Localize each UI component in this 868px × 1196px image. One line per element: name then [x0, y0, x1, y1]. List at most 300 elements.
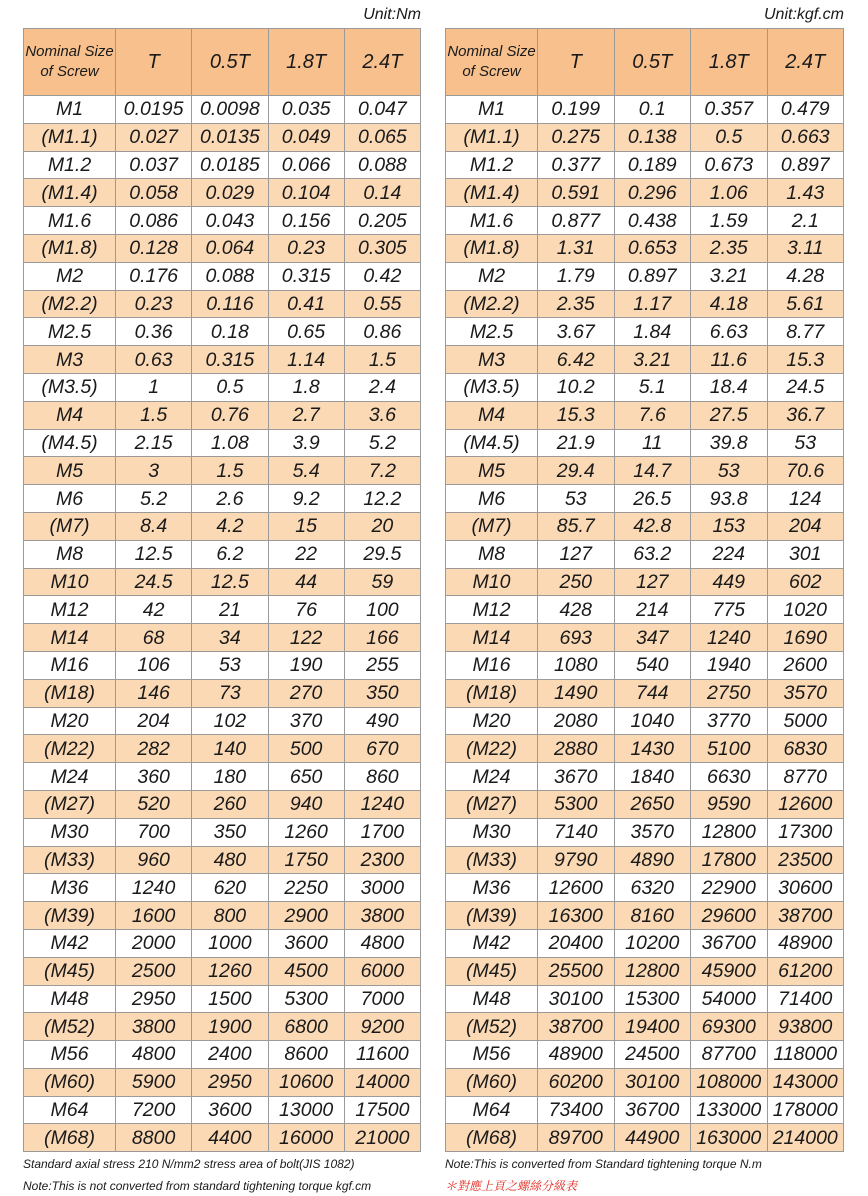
cell-t: 21.9 [538, 429, 615, 457]
cell-1.8t: 122 [268, 624, 344, 652]
cell-2.4t: 0.305 [344, 234, 420, 262]
table-row [446, 679, 844, 707]
cell-2.4t: 7000 [344, 985, 420, 1013]
cell-2.4t: 0.663 [767, 123, 844, 151]
cell-t: 60200 [538, 1068, 615, 1096]
table-row [446, 373, 844, 401]
cell-2.4t: 0.205 [344, 207, 420, 235]
cell-t: 6.42 [538, 346, 615, 374]
cell-t: 2500 [116, 957, 192, 985]
cell-0.5t: 1500 [192, 985, 268, 1013]
cell-0.5t: 102 [192, 707, 268, 735]
cell-1.8t: 45900 [691, 957, 768, 985]
cell-2.4t: 670 [344, 735, 420, 763]
cell-0.5t: 1840 [614, 763, 691, 791]
cell-1.8t: 133000 [691, 1096, 768, 1124]
cell-size: M16 [24, 651, 116, 679]
cell-0.5t: 4.2 [192, 512, 268, 540]
cell-size: (M2.2) [24, 290, 116, 318]
cell-1.8t: 940 [268, 790, 344, 818]
cell-0.5t: 800 [192, 902, 268, 930]
table-row [24, 596, 421, 624]
cell-1.8t: 18.4 [691, 373, 768, 401]
cell-1.8t: 9590 [691, 790, 768, 818]
cell-size: (M1.8) [446, 234, 538, 262]
cell-size: M64 [24, 1096, 116, 1124]
cell-size: (M68) [446, 1124, 538, 1152]
cell-0.5t: 1.17 [614, 290, 691, 318]
cell-1.8t: 17800 [691, 846, 768, 874]
cell-1.8t: 0.41 [268, 290, 344, 318]
cell-size: (M2.2) [446, 290, 538, 318]
cell-0.5t: 744 [614, 679, 691, 707]
cell-size: (M18) [446, 679, 538, 707]
cell-2.4t: 166 [344, 624, 420, 652]
table-row [446, 651, 844, 679]
cell-0.5t: 1000 [192, 929, 268, 957]
cell-t: 3 [116, 457, 192, 485]
cell-2.4t: 7.2 [344, 457, 420, 485]
cell-0.5t: 10200 [614, 929, 691, 957]
cell-1.8t: 2.35 [691, 234, 768, 262]
cell-size: M12 [24, 596, 116, 624]
cell-size: (M45) [446, 957, 538, 985]
table-row [24, 679, 421, 707]
cell-t: 0.128 [116, 234, 192, 262]
table-row [446, 902, 844, 930]
cell-1.8t: 2250 [268, 874, 344, 902]
table-row [446, 123, 844, 151]
cell-2.4t: 350 [344, 679, 420, 707]
cell-size: (M22) [24, 735, 116, 763]
cell-2.4t: 12.2 [344, 485, 420, 513]
cell-1.8t: 0.035 [268, 96, 344, 124]
cell-size: M2.5 [24, 318, 116, 346]
cell-t: 1 [116, 373, 192, 401]
cell-2.4t: 1.5 [344, 346, 420, 374]
table-row [446, 429, 844, 457]
cell-0.5t: 34 [192, 624, 268, 652]
cell-t: 0.199 [538, 96, 615, 124]
cell-t: 0.086 [116, 207, 192, 235]
cell-0.5t: 0.1 [614, 96, 691, 124]
table-row [446, 1041, 844, 1069]
cell-t: 7200 [116, 1096, 192, 1124]
cell-1.8t: 5.4 [268, 457, 344, 485]
cell-size: M14 [446, 624, 538, 652]
cell-0.5t: 6320 [614, 874, 691, 902]
cell-size: (M39) [446, 902, 538, 930]
cell-0.5t: 1040 [614, 707, 691, 735]
cell-size: M56 [24, 1041, 116, 1069]
cell-size: (M1.4) [446, 179, 538, 207]
cell-t: 9790 [538, 846, 615, 874]
cell-1.8t: 500 [268, 735, 344, 763]
cell-t: 16300 [538, 902, 615, 930]
cell-size: (M1.4) [24, 179, 116, 207]
table-row [24, 874, 421, 902]
cell-2.4t: 118000 [767, 1041, 844, 1069]
table-row [24, 624, 421, 652]
cell-2.4t: 29.5 [344, 540, 420, 568]
cell-0.5t: 347 [614, 624, 691, 652]
table-row [446, 568, 844, 596]
cell-t: 85.7 [538, 512, 615, 540]
column-header-2.4t: 2.4T [767, 29, 844, 96]
cell-1.8t: 29600 [691, 902, 768, 930]
table-row [24, 179, 421, 207]
footnote-stress: Standard axial stress 210 N/mm2 stress area of bolt(JIS 1082) [23, 1157, 355, 1172]
table-row [446, 485, 844, 513]
cell-0.5t: 0.438 [614, 207, 691, 235]
cell-size: (M33) [24, 846, 116, 874]
cell-t: 30100 [538, 985, 615, 1013]
cell-1.8t: 1260 [268, 818, 344, 846]
cell-0.5t: 127 [614, 568, 691, 596]
cell-0.5t: 26.5 [614, 485, 691, 513]
table-row [24, 818, 421, 846]
cell-0.5t: 0.116 [192, 290, 268, 318]
table-row [24, 485, 421, 513]
cell-size: (M4.5) [24, 429, 116, 457]
cell-1.8t: 3.21 [691, 262, 768, 290]
cell-t: 4800 [116, 1041, 192, 1069]
cell-0.5t: 7.6 [614, 401, 691, 429]
table-row [24, 985, 421, 1013]
cell-0.5t: 0.0185 [192, 151, 268, 179]
cell-1.8t: 163000 [691, 1124, 768, 1152]
table-row [24, 290, 421, 318]
cell-0.5t: 1.84 [614, 318, 691, 346]
table-row [24, 707, 421, 735]
cell-t: 1.79 [538, 262, 615, 290]
cell-0.5t: 0.5 [192, 373, 268, 401]
cell-2.4t: 5000 [767, 707, 844, 735]
table-row [24, 96, 421, 124]
cell-t: 15.3 [538, 401, 615, 429]
table-row [24, 540, 421, 568]
cell-t: 53 [538, 485, 615, 513]
column-header-t: T [116, 29, 192, 96]
cell-1.8t: 2900 [268, 902, 344, 930]
cell-0.5t: 0.043 [192, 207, 268, 235]
cell-0.5t: 1.08 [192, 429, 268, 457]
cell-2.4t: 53 [767, 429, 844, 457]
cell-1.8t: 9.2 [268, 485, 344, 513]
table-row [24, 1124, 421, 1152]
table-row [24, 123, 421, 151]
cell-1.8t: 190 [268, 651, 344, 679]
cell-size: M36 [446, 874, 538, 902]
cell-1.8t: 39.8 [691, 429, 768, 457]
header-row [24, 29, 421, 96]
cell-2.4t: 17300 [767, 818, 844, 846]
cell-size: M6 [24, 485, 116, 513]
table-row [446, 929, 844, 957]
table-body [24, 96, 421, 1152]
cell-0.5t: 63.2 [614, 540, 691, 568]
cell-t: 8800 [116, 1124, 192, 1152]
cell-1.8t: 0.315 [268, 262, 344, 290]
cell-2.4t: 0.897 [767, 151, 844, 179]
cell-1.8t: 1940 [691, 651, 768, 679]
cell-2.4t: 61200 [767, 957, 844, 985]
cell-size: (M52) [24, 1013, 116, 1041]
cell-2.4t: 490 [344, 707, 420, 735]
cell-1.8t: 3600 [268, 929, 344, 957]
cell-t: 693 [538, 624, 615, 652]
cell-size: (M27) [24, 790, 116, 818]
table-row [446, 1124, 844, 1152]
cell-t: 0.037 [116, 151, 192, 179]
column-header-1.8t: 1.8T [691, 29, 768, 96]
table-row [446, 985, 844, 1013]
table-row [446, 763, 844, 791]
cell-t: 0.877 [538, 207, 615, 235]
cell-2.4t: 3000 [344, 874, 420, 902]
cell-t: 0.275 [538, 123, 615, 151]
cell-1.8t: 775 [691, 596, 768, 624]
cell-1.8t: 22900 [691, 874, 768, 902]
table-row [446, 151, 844, 179]
column-header-size: Nominal Size of Screw [24, 29, 116, 96]
cell-1.8t: 6800 [268, 1013, 344, 1041]
cell-t: 250 [538, 568, 615, 596]
cell-0.5t: 1430 [614, 735, 691, 763]
cell-0.5t: 540 [614, 651, 691, 679]
cell-0.5t: 11 [614, 429, 691, 457]
cell-2.4t: 0.047 [344, 96, 420, 124]
cell-1.8t: 2.7 [268, 401, 344, 429]
cell-0.5t: 44900 [614, 1124, 691, 1152]
cell-1.8t: 13000 [268, 1096, 344, 1124]
table-row [446, 735, 844, 763]
cell-size: M48 [446, 985, 538, 1013]
cell-1.8t: 44 [268, 568, 344, 596]
cell-t: 7140 [538, 818, 615, 846]
cell-size: M24 [446, 763, 538, 791]
cell-1.8t: 3.9 [268, 429, 344, 457]
cell-1.8t: 0.357 [691, 96, 768, 124]
cell-size: M10 [24, 568, 116, 596]
cell-t: 1600 [116, 902, 192, 930]
table-row [24, 512, 421, 540]
cell-1.8t: 0.049 [268, 123, 344, 151]
cell-t: 48900 [538, 1041, 615, 1069]
cell-size: (M1.8) [24, 234, 116, 262]
table-row [24, 207, 421, 235]
cell-1.8t: 8600 [268, 1041, 344, 1069]
cell-t: 8.4 [116, 512, 192, 540]
cell-size: M3 [446, 346, 538, 374]
table-row [24, 234, 421, 262]
cell-2.4t: 602 [767, 568, 844, 596]
cell-2.4t: 143000 [767, 1068, 844, 1096]
table-row [24, 568, 421, 596]
cell-t: 3.67 [538, 318, 615, 346]
table-row [446, 957, 844, 985]
table-row [24, 373, 421, 401]
cell-t: 73400 [538, 1096, 615, 1124]
table-row [24, 1096, 421, 1124]
cell-1.8t: 0.5 [691, 123, 768, 151]
cell-1.8t: 0.156 [268, 207, 344, 235]
cell-size: M12 [446, 596, 538, 624]
table-row [446, 96, 844, 124]
table-row [446, 234, 844, 262]
cell-1.8t: 0.65 [268, 318, 344, 346]
cell-2.4t: 2.1 [767, 207, 844, 235]
cell-t: 0.36 [116, 318, 192, 346]
cell-2.4t: 1690 [767, 624, 844, 652]
table-row [24, 957, 421, 985]
table-row [24, 151, 421, 179]
cell-2.4t: 0.55 [344, 290, 420, 318]
table-row [446, 1096, 844, 1124]
table-row [446, 846, 844, 874]
table-row [24, 763, 421, 791]
cell-2.4t: 17500 [344, 1096, 420, 1124]
table-row [24, 401, 421, 429]
cell-1.8t: 0.673 [691, 151, 768, 179]
cell-0.5t: 4400 [192, 1124, 268, 1152]
cell-2.4t: 214000 [767, 1124, 844, 1152]
cell-1.8t: 5100 [691, 735, 768, 763]
cell-0.5t: 14.7 [614, 457, 691, 485]
table-row [446, 624, 844, 652]
table-row [24, 929, 421, 957]
table-row [24, 262, 421, 290]
cell-t: 5300 [538, 790, 615, 818]
cell-0.5t: 0.315 [192, 346, 268, 374]
cell-2.4t: 30600 [767, 874, 844, 902]
table-row [446, 346, 844, 374]
cell-0.5t: 350 [192, 818, 268, 846]
cell-0.5t: 12.5 [192, 568, 268, 596]
cell-1.8t: 54000 [691, 985, 768, 1013]
cell-1.8t: 650 [268, 763, 344, 791]
cell-2.4t: 5.61 [767, 290, 844, 318]
cell-t: 5.2 [116, 485, 192, 513]
cell-0.5t: 1260 [192, 957, 268, 985]
cell-size: (M45) [24, 957, 116, 985]
cell-1.8t: 53 [691, 457, 768, 485]
table-row [446, 790, 844, 818]
table-row [24, 902, 421, 930]
cell-1.8t: 370 [268, 707, 344, 735]
table-row [446, 262, 844, 290]
cell-size: M1 [24, 96, 116, 124]
table-row [446, 179, 844, 207]
cell-2.4t: 0.42 [344, 262, 420, 290]
table-row [446, 401, 844, 429]
cell-1.8t: 153 [691, 512, 768, 540]
cell-2.4t: 204 [767, 512, 844, 540]
table-row [446, 540, 844, 568]
cell-size: M2 [446, 262, 538, 290]
cell-2.4t: 71400 [767, 985, 844, 1013]
cell-size: M4 [24, 401, 116, 429]
cell-0.5t: 73 [192, 679, 268, 707]
table-row [24, 1013, 421, 1041]
cell-t: 12600 [538, 874, 615, 902]
cell-0.5t: 260 [192, 790, 268, 818]
cell-2.4t: 93800 [767, 1013, 844, 1041]
column-header-2.4t: 2.4T [344, 29, 420, 96]
table-row [24, 846, 421, 874]
cell-0.5t: 0.064 [192, 234, 268, 262]
cell-t: 3670 [538, 763, 615, 791]
cell-1.8t: 6.63 [691, 318, 768, 346]
cell-0.5t: 19400 [614, 1013, 691, 1041]
table-row [24, 318, 421, 346]
cell-2.4t: 38700 [767, 902, 844, 930]
cell-1.8t: 1.06 [691, 179, 768, 207]
cell-2.4t: 0.065 [344, 123, 420, 151]
cell-2.4t: 1240 [344, 790, 420, 818]
table-row [446, 596, 844, 624]
cell-t: 282 [116, 735, 192, 763]
cell-2.4t: 8770 [767, 763, 844, 791]
cell-2.4t: 23500 [767, 846, 844, 874]
nm-torque-panel [23, 0, 421, 1196]
table-row [446, 818, 844, 846]
cell-size: (M4.5) [446, 429, 538, 457]
cell-1.8t: 1750 [268, 846, 344, 874]
cell-size: M5 [24, 457, 116, 485]
cell-t: 68 [116, 624, 192, 652]
cell-2.4t: 4.28 [767, 262, 844, 290]
cell-size: (M1.1) [24, 123, 116, 151]
cell-0.5t: 5.1 [614, 373, 691, 401]
cell-0.5t: 8160 [614, 902, 691, 930]
cell-2.4t: 36.7 [767, 401, 844, 429]
cell-t: 2950 [116, 985, 192, 1013]
cell-2.4t: 6000 [344, 957, 420, 985]
cell-1.8t: 6630 [691, 763, 768, 791]
cell-0.5t: 620 [192, 874, 268, 902]
cell-1.8t: 11.6 [691, 346, 768, 374]
cell-size: M8 [446, 540, 538, 568]
cell-0.5t: 0.0098 [192, 96, 268, 124]
cell-2.4t: 1.43 [767, 179, 844, 207]
cell-1.8t: 5300 [268, 985, 344, 1013]
cell-1.8t: 4500 [268, 957, 344, 985]
cell-0.5t: 140 [192, 735, 268, 763]
cell-1.8t: 1.14 [268, 346, 344, 374]
cell-1.8t: 36700 [691, 929, 768, 957]
cell-2.4t: 3570 [767, 679, 844, 707]
cell-t: 29.4 [538, 457, 615, 485]
cell-1.8t: 12800 [691, 818, 768, 846]
cell-size: M36 [24, 874, 116, 902]
cell-size: (M3.5) [24, 373, 116, 401]
cell-1.8t: 108000 [691, 1068, 768, 1096]
cell-2.4t: 3800 [344, 902, 420, 930]
cell-1.8t: 15 [268, 512, 344, 540]
cell-t: 2.15 [116, 429, 192, 457]
cell-2.4t: 178000 [767, 1096, 844, 1124]
cell-2.4t: 8.77 [767, 318, 844, 346]
cell-2.4t: 2.4 [344, 373, 420, 401]
footnote-grade-reference: ＊對應上頁之螺絲分級表 [445, 1179, 578, 1194]
cell-t: 24.5 [116, 568, 192, 596]
cell-size: M64 [446, 1096, 538, 1124]
cell-1.8t: 0.23 [268, 234, 344, 262]
cell-0.5t: 4890 [614, 846, 691, 874]
cell-t: 428 [538, 596, 615, 624]
cell-0.5t: 0.76 [192, 401, 268, 429]
